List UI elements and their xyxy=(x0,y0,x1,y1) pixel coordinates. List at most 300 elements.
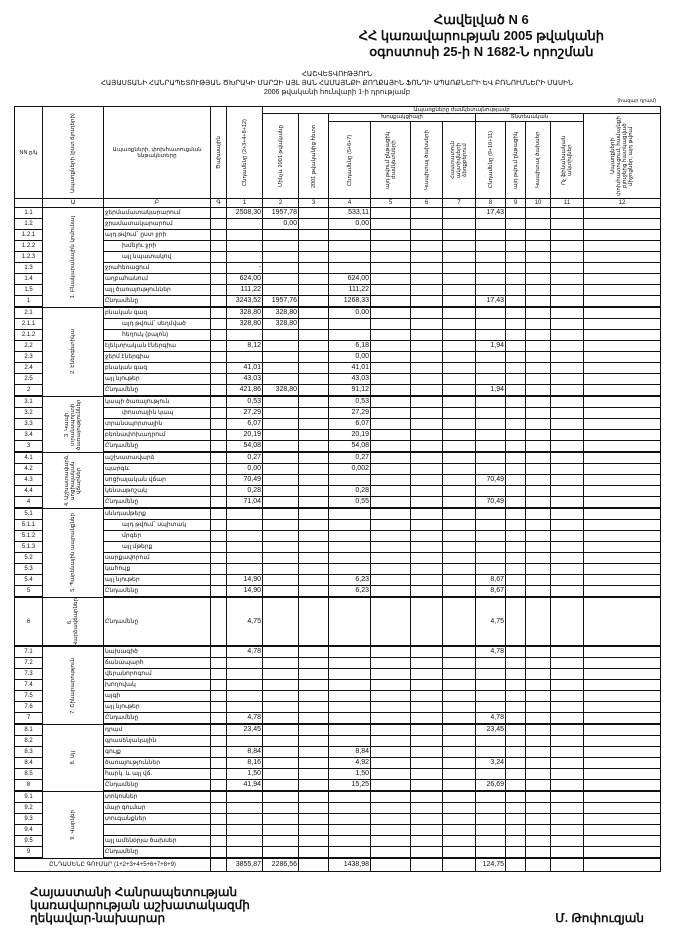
section-label-text: 3. Կապի, տրանսպորտի ծառայություններ xyxy=(64,398,82,450)
cell-col-10 xyxy=(526,274,551,285)
cell-col-9 xyxy=(506,575,526,586)
cell-col-11 xyxy=(551,385,584,397)
cell-col-11 xyxy=(551,508,584,520)
cell-col-10 xyxy=(526,847,551,859)
cell-col-11 xyxy=(551,230,584,241)
cell-col-11 xyxy=(551,691,584,702)
header-c5: այդ թվում ընթացիկ ժամկետների xyxy=(371,121,411,198)
cell-col-8 xyxy=(476,396,506,408)
cell-col-2 xyxy=(263,508,299,520)
row-name: կապի ծառայություն xyxy=(104,396,211,408)
cell-col-1 xyxy=(227,825,263,836)
cell-col-8 xyxy=(476,441,506,453)
cell-col-11 xyxy=(551,814,584,825)
cell-col-5 xyxy=(371,464,411,475)
table-row xyxy=(15,330,661,341)
cell-col-1: 20,19 xyxy=(227,430,263,441)
cell-col-7 xyxy=(443,252,476,263)
section-label xyxy=(43,597,104,646)
header-c2: Մինչև 2001 թվականը xyxy=(263,114,299,199)
report-sheet xyxy=(14,106,660,935)
cell-col-4: 8,84 xyxy=(329,747,371,758)
cell-col-1: 0,28 xyxy=(227,486,263,497)
column-number: 9 xyxy=(506,199,526,208)
cell-col-6 xyxy=(411,575,443,586)
cell-col-3 xyxy=(299,814,329,825)
cell-col-0 xyxy=(211,825,227,836)
cell-col-1: 3243,52 xyxy=(227,296,263,308)
row-name: տրանսպորտային xyxy=(104,419,211,430)
row-code: 3 xyxy=(15,441,43,453)
cell-col-8 xyxy=(476,564,506,575)
cell-col-0 xyxy=(211,363,227,374)
cell-col-9 xyxy=(506,374,526,385)
cell-col-12 xyxy=(584,769,661,780)
cell-col-0 xyxy=(211,597,227,646)
cell-col-0 xyxy=(211,330,227,341)
cell-col-9 xyxy=(506,658,526,669)
column-number: Բ xyxy=(104,199,211,208)
total-col-11 xyxy=(551,858,584,872)
cell-col-12 xyxy=(584,847,661,859)
row-name: նախագիծ xyxy=(104,646,211,658)
cell-col-5 xyxy=(371,408,411,419)
cell-col-7 xyxy=(443,702,476,713)
section-label xyxy=(43,508,104,597)
cell-col-4 xyxy=(329,230,371,241)
cell-col-2 xyxy=(263,363,299,374)
cell-col-4 xyxy=(329,803,371,814)
table-row xyxy=(15,274,661,285)
cell-col-7 xyxy=(443,408,476,419)
row-code: 4.1 xyxy=(15,452,43,464)
cell-col-8 xyxy=(476,669,506,680)
row-code: 9 xyxy=(15,847,43,859)
cell-col-12 xyxy=(584,241,661,252)
cell-col-5 xyxy=(371,691,411,702)
cell-col-11 xyxy=(551,680,584,691)
cell-col-0 xyxy=(211,475,227,486)
cell-col-3 xyxy=(299,352,329,363)
row-name: այլ ամենօրյա ծախսեր xyxy=(104,836,211,847)
cell-col-9 xyxy=(506,520,526,531)
cell-col-11 xyxy=(551,669,584,680)
section-label-text: 9. Վարկեր xyxy=(70,810,76,840)
row-name: սարքավորում xyxy=(104,553,211,564)
cell-col-3 xyxy=(299,747,329,758)
cell-col-2 xyxy=(263,341,299,352)
cell-col-11 xyxy=(551,520,584,531)
cell-col-10 xyxy=(526,452,551,464)
cell-col-10 xyxy=(526,531,551,542)
cell-col-0 xyxy=(211,814,227,825)
cell-col-8 xyxy=(476,825,506,836)
cell-col-5 xyxy=(371,758,411,769)
row-name: պարգև xyxy=(104,464,211,475)
cell-col-3 xyxy=(299,724,329,736)
cell-col-1: 0,00 xyxy=(227,464,263,475)
cell-col-4 xyxy=(329,475,371,486)
row-name: աշխատավարձ xyxy=(104,452,211,464)
cell-col-2 xyxy=(263,542,299,553)
row-name: ճանապարհ xyxy=(104,658,211,669)
cell-col-1: 624,00 xyxy=(227,274,263,285)
cell-col-6 xyxy=(411,825,443,836)
cell-col-12 xyxy=(584,713,661,725)
row-code: 5 xyxy=(15,586,43,598)
cell-col-1 xyxy=(227,230,263,241)
cell-col-8 xyxy=(476,542,506,553)
cell-col-12 xyxy=(584,464,661,475)
row-code: 3.3 xyxy=(15,419,43,430)
cell-col-6 xyxy=(411,319,443,330)
cell-col-10 xyxy=(526,352,551,363)
cell-col-1: 14,90 xyxy=(227,586,263,598)
cell-col-5 xyxy=(371,791,411,803)
cell-col-2 xyxy=(263,352,299,363)
cell-col-10 xyxy=(526,486,551,497)
cell-col-8: 70,49 xyxy=(476,475,506,486)
column-number-row xyxy=(15,199,661,208)
cell-col-2 xyxy=(263,475,299,486)
row-code: 7.2 xyxy=(15,658,43,669)
table-row xyxy=(15,396,661,408)
cell-col-6 xyxy=(411,430,443,441)
cell-col-2: 328,80 xyxy=(263,319,299,330)
row-name: ջրահեռացում xyxy=(104,263,211,274)
section-label xyxy=(43,396,104,452)
cell-col-3 xyxy=(299,486,329,497)
cell-col-9 xyxy=(506,508,526,520)
cell-col-4: 0,002 xyxy=(329,464,371,475)
cell-col-11 xyxy=(551,736,584,747)
cell-col-12 xyxy=(584,702,661,713)
cell-col-10 xyxy=(526,497,551,509)
cell-col-7 xyxy=(443,553,476,564)
row-code: 5.1.3 xyxy=(15,542,43,553)
cell-col-0 xyxy=(211,263,227,274)
position-line: կառավարության աշխատակազմի xyxy=(30,898,250,913)
row-code: 7.4 xyxy=(15,680,43,691)
header-c3: 2001 թվականից հետո xyxy=(299,114,329,199)
cell-col-1: 328,80 xyxy=(227,307,263,319)
cell-col-12 xyxy=(584,274,661,285)
cell-col-0 xyxy=(211,464,227,475)
cell-col-8 xyxy=(476,520,506,531)
cell-col-8: 3,24 xyxy=(476,758,506,769)
section-label xyxy=(43,452,104,508)
cell-col-3 xyxy=(299,385,329,397)
cell-col-3 xyxy=(299,803,329,814)
cell-col-5 xyxy=(371,274,411,285)
total-col-2: 2286,56 xyxy=(263,858,299,872)
cell-col-12 xyxy=(584,531,661,542)
cell-col-10 xyxy=(526,508,551,520)
column-number: Գ xyxy=(211,199,227,208)
cell-col-1: 2508,30 xyxy=(227,208,263,219)
cell-col-2 xyxy=(263,702,299,713)
cell-col-5 xyxy=(371,724,411,736)
cell-col-1 xyxy=(227,542,263,553)
row-name: բնական գազ xyxy=(104,307,211,319)
cell-col-12 xyxy=(584,669,661,680)
cell-col-6 xyxy=(411,736,443,747)
cell-col-5 xyxy=(371,497,411,509)
cell-col-1: 70,49 xyxy=(227,475,263,486)
cell-col-8 xyxy=(476,553,506,564)
header-name: Ապառքների, փոխհատուցման ենթակետերը xyxy=(104,107,211,199)
cell-col-8 xyxy=(476,430,506,441)
cell-col-2 xyxy=(263,408,299,419)
table-row xyxy=(15,586,661,598)
cell-col-11 xyxy=(551,219,584,230)
row-name: ջրամատակարարում xyxy=(104,219,211,230)
cell-col-2 xyxy=(263,374,299,385)
row-code: 3.4 xyxy=(15,430,43,441)
cell-col-1 xyxy=(227,803,263,814)
cell-col-12 xyxy=(584,680,661,691)
cell-col-3 xyxy=(299,475,329,486)
cell-col-4: 27,29 xyxy=(329,408,371,419)
cell-col-7 xyxy=(443,352,476,363)
cell-col-9 xyxy=(506,307,526,319)
cell-col-3 xyxy=(299,319,329,330)
table-row xyxy=(15,230,661,241)
cell-col-6 xyxy=(411,669,443,680)
cell-col-7 xyxy=(443,452,476,464)
cell-col-9 xyxy=(506,486,526,497)
signature-position xyxy=(30,886,250,925)
cell-col-4: 111,22 xyxy=(329,285,371,296)
cell-col-0 xyxy=(211,396,227,408)
cell-col-8 xyxy=(476,847,506,859)
cell-col-12 xyxy=(584,658,661,669)
cell-col-7 xyxy=(443,285,476,296)
cell-col-3 xyxy=(299,363,329,374)
cell-col-5 xyxy=(371,319,411,330)
cell-col-7 xyxy=(443,497,476,509)
row-name: ջերմ էներգիա xyxy=(104,352,211,363)
cell-col-0 xyxy=(211,307,227,319)
row-code: 9.2 xyxy=(15,803,43,814)
cell-col-2 xyxy=(263,586,299,598)
cell-col-6 xyxy=(411,646,443,658)
header-c4: Ընդամենը (5+6+7) xyxy=(329,121,371,198)
row-code: 3.2 xyxy=(15,408,43,419)
cell-col-8 xyxy=(476,230,506,241)
cell-col-5 xyxy=(371,330,411,341)
cell-col-0 xyxy=(211,736,227,747)
cell-col-2: 0,00 xyxy=(263,219,299,230)
cell-col-9 xyxy=(506,736,526,747)
cell-col-6 xyxy=(411,285,443,296)
cell-col-6 xyxy=(411,803,443,814)
row-name: սննդամթերք xyxy=(104,508,211,520)
cell-col-12 xyxy=(584,780,661,792)
total-col-6 xyxy=(411,858,443,872)
cell-col-10 xyxy=(526,419,551,430)
cell-col-7 xyxy=(443,241,476,252)
cell-col-12 xyxy=(584,814,661,825)
cell-col-7 xyxy=(443,230,476,241)
row-code: 8.4 xyxy=(15,758,43,769)
cell-col-5 xyxy=(371,702,411,713)
cell-col-10 xyxy=(526,319,551,330)
cell-col-10 xyxy=(526,646,551,658)
cell-col-0 xyxy=(211,803,227,814)
cell-col-2 xyxy=(263,803,299,814)
cell-col-6 xyxy=(411,769,443,780)
cell-col-2 xyxy=(263,330,299,341)
cell-col-5 xyxy=(371,680,411,691)
table-body xyxy=(15,208,661,872)
cell-col-8 xyxy=(476,241,506,252)
table-row xyxy=(15,486,661,497)
cell-col-6 xyxy=(411,230,443,241)
cell-col-2 xyxy=(263,241,299,252)
section-label xyxy=(43,646,104,724)
cell-col-0 xyxy=(211,452,227,464)
header-group-a: Խոսքակցիայի xyxy=(329,114,476,122)
cell-col-2 xyxy=(263,520,299,531)
cell-col-8: 26,69 xyxy=(476,780,506,792)
cell-col-3 xyxy=(299,307,329,319)
cell-col-7 xyxy=(443,691,476,702)
cell-col-9 xyxy=(506,542,526,553)
cell-col-5 xyxy=(371,658,411,669)
cell-col-0 xyxy=(211,553,227,564)
cell-col-2 xyxy=(263,252,299,263)
row-name: բնական գազ xyxy=(104,363,211,374)
cell-col-3 xyxy=(299,330,329,341)
header-no: NN ը/կ xyxy=(15,107,43,199)
header-group: Ապառքների (ըստ ճյուղերի) xyxy=(43,107,104,199)
cell-col-6 xyxy=(411,847,443,859)
cell-col-4: 6,07 xyxy=(329,419,371,430)
table-row xyxy=(15,296,661,308)
cell-col-5 xyxy=(371,374,411,385)
cell-col-3 xyxy=(299,780,329,792)
cell-col-2 xyxy=(263,486,299,497)
cell-col-6 xyxy=(411,497,443,509)
row-name: այդ թվում` սեղմված xyxy=(104,319,211,330)
cell-col-10 xyxy=(526,341,551,352)
cell-col-11 xyxy=(551,825,584,836)
cell-col-6 xyxy=(411,508,443,520)
cell-col-2 xyxy=(263,791,299,803)
cell-col-5 xyxy=(371,520,411,531)
cell-col-11 xyxy=(551,452,584,464)
cell-col-7 xyxy=(443,713,476,725)
cell-col-9 xyxy=(506,296,526,308)
cell-col-0 xyxy=(211,520,227,531)
table-row xyxy=(15,352,661,363)
cell-col-9 xyxy=(506,564,526,575)
cell-col-0 xyxy=(211,441,227,453)
cell-col-2 xyxy=(263,747,299,758)
cell-col-3 xyxy=(299,691,329,702)
cell-col-4 xyxy=(329,542,371,553)
row-code: 8 xyxy=(15,780,43,792)
cell-col-2 xyxy=(263,497,299,509)
row-code: 5.4 xyxy=(15,575,43,586)
cell-col-9 xyxy=(506,241,526,252)
header-c0: Ծախսային xyxy=(211,107,227,199)
cell-col-2 xyxy=(263,769,299,780)
cell-col-3 xyxy=(299,680,329,691)
cell-col-8: 70,49 xyxy=(476,497,506,509)
column-number: 1 xyxy=(227,199,263,208)
cell-col-0 xyxy=(211,758,227,769)
cell-col-5 xyxy=(371,307,411,319)
cell-col-5 xyxy=(371,296,411,308)
total-col-5 xyxy=(371,858,411,872)
cell-col-8 xyxy=(476,374,506,385)
cell-col-10 xyxy=(526,769,551,780)
table-row xyxy=(15,713,661,725)
cell-col-1 xyxy=(227,847,263,859)
cell-col-6 xyxy=(411,564,443,575)
cell-col-3 xyxy=(299,230,329,241)
row-code: 2.4 xyxy=(15,363,43,374)
table-row xyxy=(15,564,661,575)
cell-col-2 xyxy=(263,758,299,769)
cell-col-11 xyxy=(551,769,584,780)
cell-col-7 xyxy=(443,396,476,408)
cell-col-0 xyxy=(211,564,227,575)
cell-col-7 xyxy=(443,736,476,747)
cell-col-5 xyxy=(371,553,411,564)
title-date: 2006 թվականի հունվարի 1-ի դրությամբ xyxy=(263,89,411,96)
appendix-note xyxy=(359,12,604,60)
cell-col-10 xyxy=(526,803,551,814)
cell-col-9 xyxy=(506,702,526,713)
row-code: 5.1.1 xyxy=(15,520,43,531)
row-name: տուգանքներ xyxy=(104,814,211,825)
cell-col-6 xyxy=(411,464,443,475)
cell-col-0 xyxy=(211,531,227,542)
cell-col-12 xyxy=(584,586,661,598)
cell-col-9 xyxy=(506,352,526,363)
cell-col-6 xyxy=(411,352,443,363)
cell-col-10 xyxy=(526,814,551,825)
cell-col-5 xyxy=(371,736,411,747)
cell-col-4 xyxy=(329,531,371,542)
cell-col-4 xyxy=(329,713,371,725)
cell-col-11 xyxy=(551,408,584,419)
cell-col-0 xyxy=(211,219,227,230)
row-code: 9.4 xyxy=(15,825,43,836)
header-c12: Ապառքների փոխհատուցում, համայնքի բյուջեից հատկացված միջոցներ, այդ թվում xyxy=(584,114,661,199)
cell-col-1: 8,12 xyxy=(227,341,263,352)
cell-col-12 xyxy=(584,430,661,441)
cell-col-5 xyxy=(371,341,411,352)
cell-col-3 xyxy=(299,341,329,352)
cell-col-9 xyxy=(506,252,526,263)
total-col-9 xyxy=(506,858,526,872)
cell-col-1: 41,01 xyxy=(227,363,263,374)
total-col-1: 3855,87 xyxy=(227,858,263,872)
cell-col-1 xyxy=(227,520,263,531)
cell-col-1 xyxy=(227,531,263,542)
cell-col-10 xyxy=(526,825,551,836)
row-name: այլ ծառայություններ xyxy=(104,285,211,296)
cell-col-8 xyxy=(476,452,506,464)
cell-col-5 xyxy=(371,597,411,646)
cell-col-6 xyxy=(411,702,443,713)
cell-col-11 xyxy=(551,241,584,252)
cell-col-3 xyxy=(299,836,329,847)
